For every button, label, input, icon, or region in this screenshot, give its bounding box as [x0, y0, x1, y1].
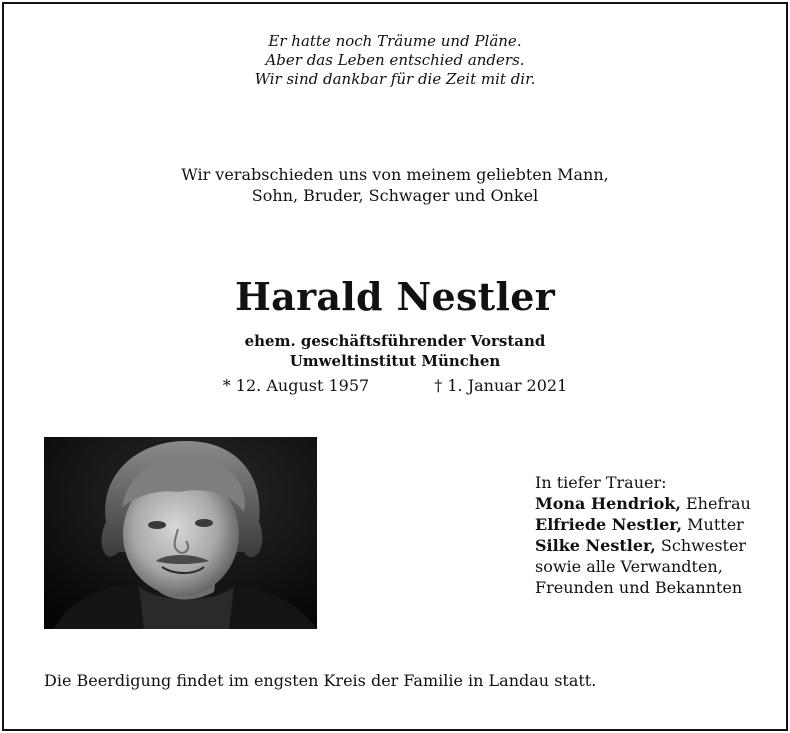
- intro-line-1: Wir verabschieden uns von meinem geliebten Mann,: [181, 165, 609, 184]
- mourners-extra-1: sowie alle Verwandten,: [535, 557, 723, 576]
- mourner-sister: [535, 535, 751, 556]
- deceased-position: [4, 331, 786, 371]
- mourners-heading: In tiefer Trauer:: [535, 473, 667, 492]
- mourner-mother: [535, 514, 751, 535]
- mourner-relation: Mutter: [682, 515, 744, 534]
- position-line-1: ehem. geschäftsführender Vorstand: [244, 332, 546, 350]
- mourner-name: Silke Nestler,: [535, 536, 656, 555]
- motto-line-2: Aber das Leben entschied anders.: [265, 51, 525, 69]
- intro-line-2: Sohn, Bruder, Schwager und Onkel: [251, 186, 539, 205]
- mourner-relation: Ehefrau: [680, 494, 751, 513]
- mourner-wife: [535, 493, 751, 514]
- mourners-extra-2: Freunden und Bekannten: [535, 578, 743, 597]
- mourner-name: Mona Hendriok,: [535, 494, 681, 513]
- portrait-photo-icon: [44, 437, 317, 629]
- position-line-2: Umweltinstitut München: [289, 352, 501, 370]
- funeral-note: Die Beerdigung findet im engsten Kreis der Familie in Landau statt.: [44, 671, 597, 690]
- motto-line-3: Wir sind dankbar für die Zeit mit dir.: [254, 70, 536, 88]
- mourner-name: Elfriede Nestler,: [535, 515, 683, 534]
- birth-date: * 12. August 1957: [222, 376, 370, 395]
- mourners-block: [535, 472, 751, 598]
- farewell-intro: [4, 164, 786, 206]
- life-dates: [4, 376, 786, 396]
- motto: [4, 32, 786, 89]
- portrait-photo: [44, 437, 317, 629]
- mourner-relation: Schwester: [655, 536, 747, 555]
- motto-line-1: Er hatte noch Träume und Pläne.: [268, 32, 522, 50]
- deceased-name: Harald Nestler: [234, 274, 556, 319]
- death-date: † 1. Januar 2021: [434, 376, 568, 395]
- obituary-frame: [2, 2, 788, 731]
